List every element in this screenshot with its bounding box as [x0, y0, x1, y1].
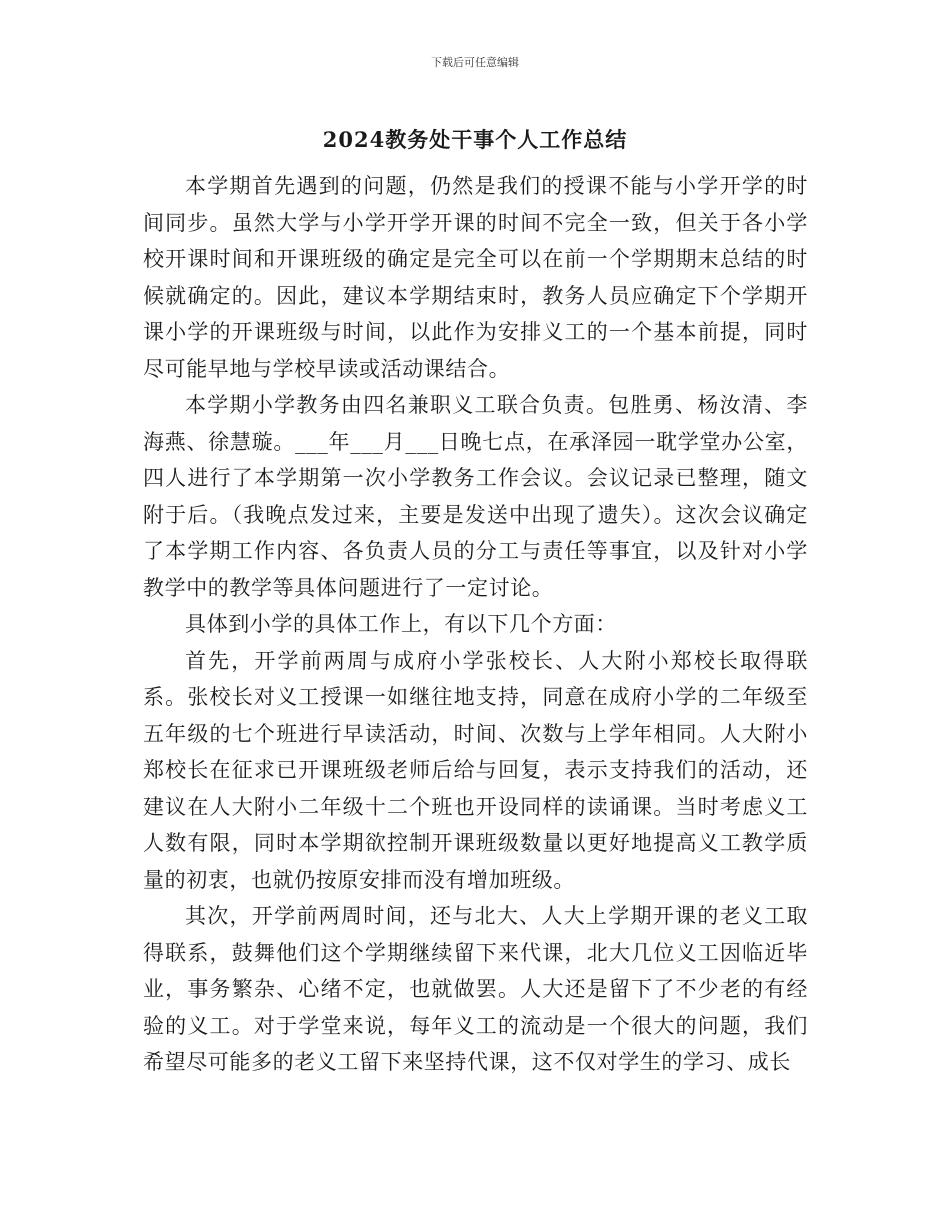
paragraph: 其次，开学前两周时间，还与北大、人大上学期开课的老义工取得联系，鼓舞他们这个学期继续留下来代课，北大几位义工因临近毕业，事务繁杂、心绪不定，也就做罢。人大还是留下了不少老的有经验的义工。对于学堂来说，每年义工的流动是一个很大的问题，我们希望尽可能多的老义工留下来坚持代课，这不仅对学生的学习、成长	[143, 904, 808, 1074]
paragraph: 具体到小学的具体工作上，有以下几个方面：	[185, 612, 617, 636]
paragraph: 本学期小学教务由四名兼职义工联合负责。包胜勇、杨汝清、李海燕、徐慧璇。___年___月___日晚七点，在承泽园一耽学堂办公室，四人进行了本学期第一次小学教务工作会议。会议记录已整理，随文附于后。（我晚点发过来，主要是发送中出现了遗失）。这次会议确定了本学期工作内容、各负责人员的分工与责任等事宜，以及针对小学教学中的教学等具体问题进行了一定讨论。	[143, 393, 808, 600]
document-body	[143, 168, 808, 1081]
paragraph: 本学期首先遇到的问题，仍然是我们的授课不能与小学开学的时间同步。虽然大学与小学开学开课的时间不完全一致，但关于各小学校开课时间和开课班级的确定是完全可以在前一个学期期末总结的时候就确定的。因此，建议本学期结束时，教务人员应确定下个学期开课小学的开课班级与时间，以此作为安排义工的一个基本前提，同时尽可能早地与学校早读或活动课结合。	[143, 174, 808, 381]
document-title: 2024教务处干事个人工作总结	[322, 127, 628, 152]
page-header-note: 下载后可任意编辑	[431, 56, 519, 69]
paragraph: 首先，开学前两周与成府小学张校长、人大附小郑校长取得联系。张校长对义工授课一如继往地支持，同意在成府小学的二年级至五年级的七个班进行早读活动，时间、次数与上学年相同。人大附小郑校长在征求已开课班级老师后给与回复，表示支持我们的活动，还建议在人大附小二年级十二个班也开设同样的读诵课。当时考虑义工人数有限，同时本学期欲控制开课班级数量以更好地提高义工教学质量的初衷，也就仍按原安排而没有增加班级。	[143, 648, 808, 892]
